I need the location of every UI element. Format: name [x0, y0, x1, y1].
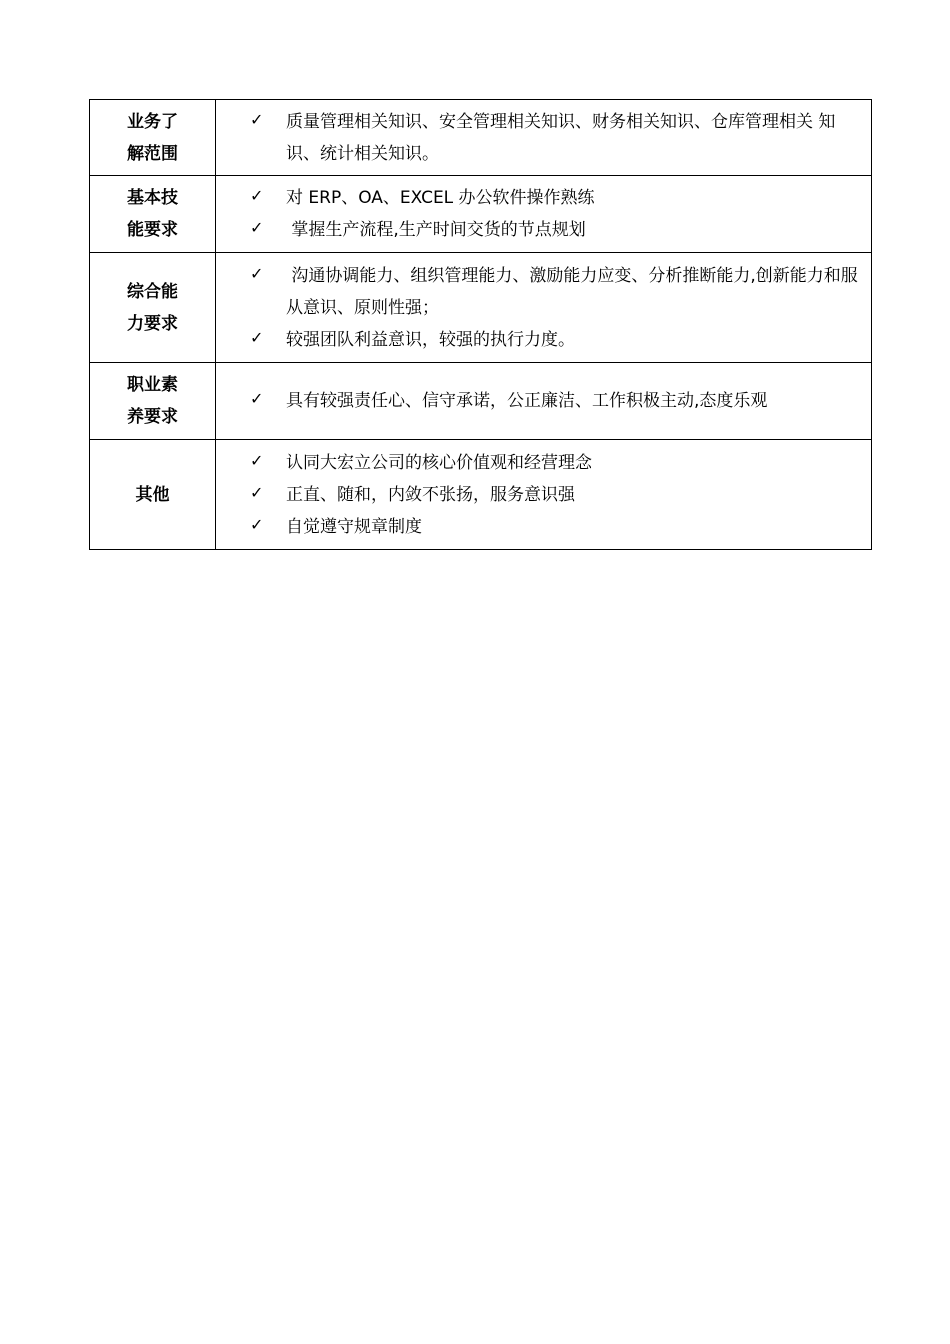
list-item-text: 自觉遵守规章制度 — [286, 516, 422, 537]
list-item — [216, 324, 865, 356]
list-item — [216, 479, 865, 511]
row-content — [216, 176, 872, 253]
row-label — [90, 253, 216, 363]
checkmark-icon: ✓ — [250, 450, 264, 470]
row-label — [90, 440, 216, 550]
row-content — [216, 253, 872, 363]
list-item — [216, 385, 865, 417]
table-row — [90, 176, 872, 253]
list-item — [216, 214, 865, 246]
row-label-line: 解范围 — [127, 143, 178, 164]
list-item-text: 沟通协调能力、组织管理能力、激励能力应变、分析推断能力,创新能力和服从意识、原则性强； — [286, 265, 858, 318]
list-item-text: 质量管理相关知识、安全管理相关知识、财务相关知识、仓库管理相关 知识、统计相关知识。 — [286, 111, 836, 164]
row-label-line: 综合能 — [127, 281, 178, 302]
row-label-line: 业务了 — [127, 111, 178, 132]
row-label — [90, 100, 216, 176]
row-label-line: 能要求 — [127, 220, 178, 240]
row-label-line: 其他 — [135, 484, 170, 505]
list-item — [216, 260, 865, 324]
checkmark-icon: ✓ — [250, 327, 264, 347]
checkmark-icon: ✓ — [250, 186, 264, 205]
requirements-table — [89, 99, 872, 550]
row-label — [90, 363, 216, 440]
row-content — [216, 363, 872, 440]
table-row — [90, 363, 872, 440]
list-item-text: 正直、随和，内敛不张扬，服务意识强 — [286, 484, 575, 505]
list-item-text: 具有较强责任心、信守承诺，公正廉洁、工作积极主动,态度乐观 — [286, 391, 768, 411]
checkmark-icon: ✓ — [250, 218, 264, 237]
list-item-text: 掌握生产流程,生产时间交货的节点规划 — [286, 220, 586, 240]
row-label-line: 力要求 — [127, 313, 178, 334]
checkmark-icon: ✓ — [250, 109, 264, 129]
row-label-line: 基本技 — [127, 188, 178, 208]
checkmark-icon: ✓ — [250, 514, 264, 534]
list-item-text: 对 ERP、OA、EXCEL 办公软件操作熟练 — [286, 188, 595, 208]
checkmark-icon: ✓ — [250, 389, 264, 408]
checkmark-icon: ✓ — [250, 263, 264, 283]
row-label-line: 职业素 — [127, 375, 178, 395]
table-row — [90, 253, 872, 363]
list-item — [216, 182, 865, 214]
table-row — [90, 100, 872, 176]
row-content — [216, 100, 872, 176]
list-item-text: 较强团队利益意识，较强的执行力度。 — [286, 329, 575, 350]
row-label-line: 养要求 — [127, 407, 178, 427]
list-item — [216, 106, 865, 170]
list-item — [216, 511, 865, 543]
list-item — [216, 447, 865, 479]
row-content — [216, 440, 872, 550]
checkmark-icon: ✓ — [250, 482, 264, 502]
table-row — [90, 440, 872, 550]
row-label — [90, 176, 216, 253]
list-item-text: 认同大宏立公司的核心价值观和经营理念 — [286, 452, 592, 473]
